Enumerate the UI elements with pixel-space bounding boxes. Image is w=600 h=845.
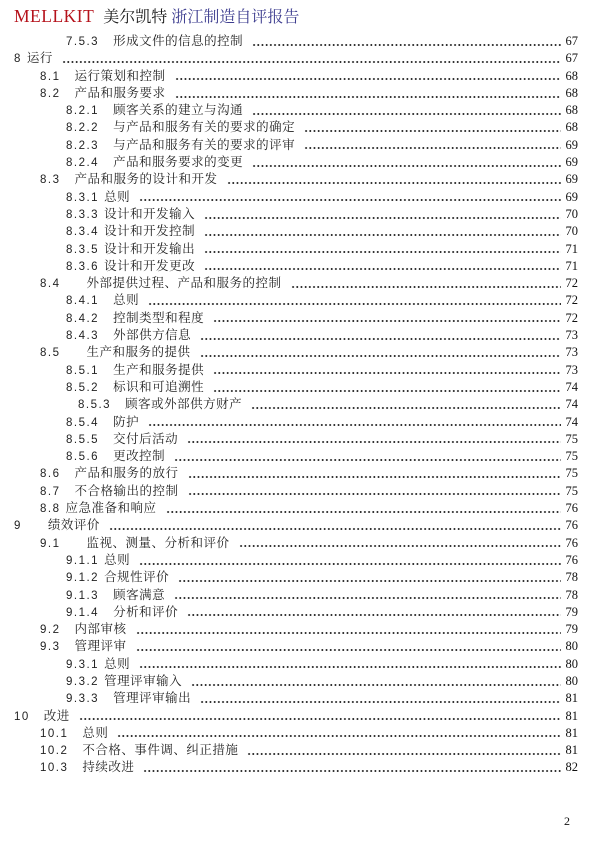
toc-entry [0, 414, 578, 431]
toc-leader-dots [213, 362, 561, 379]
toc-entry-page: 69 [565, 137, 578, 152]
toc-leader-dots [252, 33, 561, 50]
toc-entry [0, 206, 578, 223]
toc-entry-page: 76 [565, 552, 578, 567]
toc-entry [0, 50, 578, 67]
toc-entry-page: 78 [565, 570, 578, 585]
toc-entry [0, 742, 578, 759]
toc-entry [0, 137, 578, 154]
toc-entry-number: 8.2.1 [66, 105, 100, 118]
toc-entry-number: 8.5.1 [66, 364, 100, 377]
toc-leader-dots [117, 725, 561, 742]
toc-leader-dots [148, 414, 561, 431]
toc-entry-title: 持续改进 [82, 760, 135, 775]
toc-entry [0, 552, 578, 569]
header-report-subtitle: 浙江制造自评报告 [171, 9, 300, 26]
toc-leader-dots [291, 275, 561, 292]
toc-entry-title: 不合格输出的控制 [74, 483, 179, 498]
toc-entry-page: 72 [565, 276, 578, 291]
toc-entry-page: 72 [565, 310, 578, 325]
toc-entry-title: 管理评审输出 [113, 691, 192, 706]
toc-leader-dots [175, 68, 561, 85]
toc-entry [0, 344, 578, 361]
toc-leader-dots [204, 206, 561, 223]
toc-entry-page: 82 [565, 760, 578, 775]
toc-entry [0, 621, 578, 638]
toc-entry [0, 725, 578, 742]
toc-entry-page: 75 [565, 431, 578, 446]
toc-entry-number: 9.1.3 [66, 589, 100, 602]
toc-entry-page: 76 [565, 501, 578, 516]
toc-entry-number: 8.5.6 [66, 451, 100, 464]
toc-entry-number: 8.6 [40, 468, 61, 481]
toc-leader-dots [136, 638, 561, 655]
toc-entry-title: 设计和开发控制 [104, 224, 196, 239]
toc-entry-number: 8.3.4 [66, 226, 100, 239]
toc-entry [0, 310, 578, 327]
toc-entry-title: 总则 [113, 293, 140, 308]
toc-entry-page: 69 [565, 172, 578, 187]
toc-entry-page: 71 [565, 258, 578, 273]
toc-entry-number: 9.3.1 [66, 658, 100, 671]
toc-entry [0, 465, 578, 482]
footer-page-number: 2 [564, 814, 570, 828]
toc-entry-title: 生产和服务的提供 [86, 345, 191, 360]
toc-entry [0, 708, 578, 725]
toc-entry [0, 690, 578, 707]
toc-entry-number: 8.8 [40, 503, 61, 516]
toc-entry-title: 总则 [104, 189, 131, 204]
toc-entry-number: 7.5.3 [66, 36, 100, 48]
toc-entry-title: 应急准备和响应 [65, 501, 157, 516]
toc-leader-dots [204, 241, 561, 258]
toc-entry-number: 10 [14, 710, 30, 723]
toc-entry-title: 顾客满意 [113, 587, 166, 602]
toc-entry [0, 604, 578, 621]
toc-entry-title: 不合格、事件调、纠正措施 [82, 743, 239, 758]
toc-entry-page: 73 [565, 345, 578, 360]
toc-entry-page: 68 [565, 68, 578, 83]
toc-leader-dots [204, 223, 561, 240]
toc-entry-number: 9.3.3 [66, 693, 100, 706]
toc-leader-dots [304, 119, 561, 136]
toc-entry-page: 76 [565, 518, 578, 533]
toc-entry-title: 标识和可追溯性 [113, 379, 205, 394]
toc-entry-page: 67 [565, 34, 578, 48]
toc-entry [0, 535, 578, 552]
toc-entry-number: 9.1 [40, 537, 61, 550]
toc-entry-page: 69 [565, 155, 578, 170]
toc-entry [0, 33, 578, 50]
toc-entry-number: 8.5.4 [66, 416, 100, 429]
header-company-name: 美尔凯特 [103, 9, 168, 26]
toc-list [0, 33, 578, 777]
toc-entry [0, 396, 578, 413]
toc-entry-title: 内部审核 [74, 622, 127, 637]
toc-entry [0, 362, 578, 379]
toc-leader-dots [251, 396, 561, 413]
toc-leader-dots [213, 310, 561, 327]
toc-leader-dots [148, 292, 561, 309]
toc-entry-title: 外部供方信息 [113, 328, 192, 343]
toc-entry-number: 9.1.2 [66, 572, 100, 585]
toc-entry-number: 8.5 [40, 347, 61, 360]
toc-entry-number: 8.2.4 [66, 157, 100, 170]
toc-entry-title: 运行 [26, 51, 53, 66]
toc-entry-page: 68 [565, 85, 578, 100]
toc-leader-dots [139, 552, 561, 569]
toc-entry-number: 8.3.6 [66, 260, 100, 273]
toc-entry-page: 75 [565, 449, 578, 464]
toc-entry-page: 79 [565, 604, 578, 619]
toc-entry-number: 9.3.2 [66, 675, 100, 688]
toc-leader-dots [239, 535, 561, 552]
toc-entry-title: 更改控制 [113, 449, 166, 464]
toc-entry-page: 74 [565, 414, 578, 429]
toc-leader-dots [136, 621, 561, 638]
toc-entry-title: 与产品和服务有关的要求的确定 [113, 120, 296, 135]
toc-entry [0, 223, 578, 240]
toc-entry [0, 569, 578, 586]
toc-leader-dots [175, 85, 561, 102]
toc-entry-page: 67 [565, 51, 578, 66]
toc-entry [0, 171, 578, 188]
toc-entry-page: 81 [565, 708, 578, 723]
toc-leader-dots [174, 448, 561, 465]
toc-entry-page: 80 [565, 656, 578, 671]
toc-entry-number: 9 [14, 520, 22, 533]
toc-entry-title: 产品和服务的设计和开发 [74, 172, 218, 187]
toc-entry-number: 9.2 [40, 624, 61, 637]
toc-leader-dots [109, 517, 561, 534]
toc-entry-title: 形成文件的信息的控制 [113, 34, 244, 48]
toc-entry-number: 8.7 [40, 485, 61, 498]
toc-entry-page: 81 [565, 743, 578, 758]
toc-entry-number: 8.3.1 [66, 191, 100, 204]
toc-entry-title: 设计和开发输出 [104, 241, 196, 256]
toc-entry-title: 总则 [104, 552, 131, 567]
toc-entry-page: 72 [565, 293, 578, 308]
toc-entry-page: 69 [565, 189, 578, 204]
toc-entry [0, 275, 578, 292]
toc-entry-page: 75 [565, 466, 578, 481]
toc-entry-number: 10.2 [40, 745, 69, 758]
toc-leader-dots [213, 379, 561, 396]
toc-leader-dots [187, 431, 561, 448]
toc-entry-title: 顾客关系的建立与沟通 [113, 103, 244, 118]
toc-leader-dots [62, 50, 561, 67]
toc-entry [0, 500, 578, 517]
toc-entry-title: 设计和开发更改 [104, 258, 196, 273]
toc-entry [0, 483, 578, 500]
toc-entry-title: 设计和开发输入 [104, 206, 196, 221]
toc-entry-number: 8.2 [40, 87, 61, 100]
toc-entry [0, 102, 578, 119]
toc-entry-page: 81 [565, 725, 578, 740]
toc-entry [0, 327, 578, 344]
toc-entry [0, 189, 578, 206]
toc-leader-dots [200, 690, 561, 707]
toc-entry [0, 759, 578, 776]
toc-entry-title: 交付后活动 [113, 431, 179, 446]
toc-entry-title: 管理评审输入 [104, 673, 183, 688]
toc-leader-dots [178, 569, 561, 586]
toc-entry [0, 587, 578, 604]
toc-entry-number: 8.2.2 [66, 122, 100, 135]
toc-entry-page: 70 [565, 224, 578, 239]
toc-leader-dots [304, 137, 561, 154]
toc-entry-title: 管理评审 [74, 639, 127, 654]
toc-entry-page: 80 [565, 673, 578, 688]
toc-entry-page: 75 [565, 483, 578, 498]
toc-entry [0, 241, 578, 258]
toc-entry-title: 分析和评价 [113, 604, 179, 619]
toc-entry [0, 673, 578, 690]
toc-leader-dots [174, 587, 561, 604]
toc-entry-page: 79 [565, 622, 578, 637]
toc-entry-title: 外部提供过程、产品和服务的控制 [86, 276, 282, 291]
toc-leader-dots [139, 656, 561, 673]
toc-entry-number: 8.5.5 [66, 433, 100, 446]
toc-leader-dots [166, 500, 561, 517]
toc-entry-number: 9.3 [40, 641, 61, 654]
toc-entry [0, 379, 578, 396]
toc-leader-dots [204, 258, 561, 275]
toc-leader-dots [247, 742, 561, 759]
toc-leader-dots [252, 154, 561, 171]
toc-entry-page: 73 [565, 328, 578, 343]
toc-entry-title: 产品和服务的放行 [74, 466, 179, 481]
toc-leader-dots [139, 189, 561, 206]
toc-entry [0, 517, 578, 534]
toc-entry-number: 8.4.2 [66, 312, 100, 325]
toc-entry-title: 与产品和服务有关的要求的评审 [113, 137, 296, 152]
toc-entry-number: 9.1.1 [66, 554, 100, 567]
toc-entry-number: 8.2.3 [66, 139, 100, 152]
toc-entry-number: 8.4 [40, 278, 61, 291]
toc-entry-title: 总则 [104, 656, 131, 671]
toc-entry-page: 76 [565, 535, 578, 550]
toc-entry-page: 68 [565, 120, 578, 135]
toc-leader-dots [252, 102, 561, 119]
toc-entry-number: 9.1.4 [66, 606, 100, 619]
toc-leader-dots [227, 171, 561, 188]
toc-entry-title: 改进 [43, 708, 70, 723]
toc-entry-number: 8.3.3 [66, 208, 100, 221]
toc-entry [0, 638, 578, 655]
toc-entry [0, 656, 578, 673]
toc-entry-number: 8.5.3 [78, 399, 112, 412]
toc-leader-dots [200, 327, 561, 344]
toc-entry-number: 8.3.5 [66, 243, 100, 256]
toc-entry-page: 74 [565, 397, 578, 412]
toc-entry-title: 监视、测量、分析和评价 [86, 535, 230, 550]
toc-entry-title: 顾客或外部供方财产 [125, 397, 243, 412]
toc-entry [0, 68, 578, 85]
toc-entry-number: 8.4.1 [66, 295, 100, 308]
toc-entry-title: 生产和服务提供 [113, 362, 205, 377]
toc-entry-page: 80 [565, 639, 578, 654]
toc-leader-dots [79, 708, 561, 725]
toc-entry-number: 8.1 [40, 70, 61, 83]
toc-entry-page: 81 [565, 691, 578, 706]
toc-leader-dots [188, 483, 561, 500]
toc-entry-number: 8.4.3 [66, 330, 100, 343]
toc-entry [0, 85, 578, 102]
toc-entry-number: 8 [14, 53, 22, 66]
toc-entry [0, 119, 578, 136]
toc-entry-number: 8.5.2 [66, 381, 100, 394]
toc-entry-page: 73 [565, 362, 578, 377]
toc-entry [0, 258, 578, 275]
toc-entry-title: 产品和服务要求 [74, 85, 166, 100]
toc-entry [0, 292, 578, 309]
toc-entry [0, 431, 578, 448]
toc-entry-page: 71 [565, 241, 578, 256]
toc-entry-page: 78 [565, 587, 578, 602]
toc-entry-number: 10.1 [40, 727, 69, 740]
toc-entry-title: 产品和服务要求的变更 [113, 155, 244, 170]
toc-entry-title: 控制类型和程度 [113, 310, 205, 325]
report-header [14, 4, 299, 27]
brand-logo-text: MELLKIT [14, 6, 95, 26]
toc-entry-number: 8.3 [40, 174, 61, 187]
toc-leader-dots [191, 673, 561, 690]
toc-entry-page: 68 [565, 103, 578, 118]
toc-entry-number: 10.3 [40, 762, 69, 775]
toc-entry-page: 70 [565, 206, 578, 221]
toc-entry-title: 总则 [82, 725, 109, 740]
toc-leader-dots [143, 759, 561, 776]
toc-entry-title: 运行策划和控制 [74, 68, 166, 83]
toc-entry-title: 合规性评价 [104, 570, 170, 585]
toc-entry [0, 448, 578, 465]
toc-leader-dots [200, 344, 561, 361]
toc-entry-page: 74 [565, 379, 578, 394]
toc-entry-title: 防护 [113, 414, 140, 429]
toc-leader-dots [188, 465, 561, 482]
toc-entry-title: 绩效评价 [47, 518, 100, 533]
toc-entry [0, 154, 578, 171]
toc-leader-dots [187, 604, 561, 621]
